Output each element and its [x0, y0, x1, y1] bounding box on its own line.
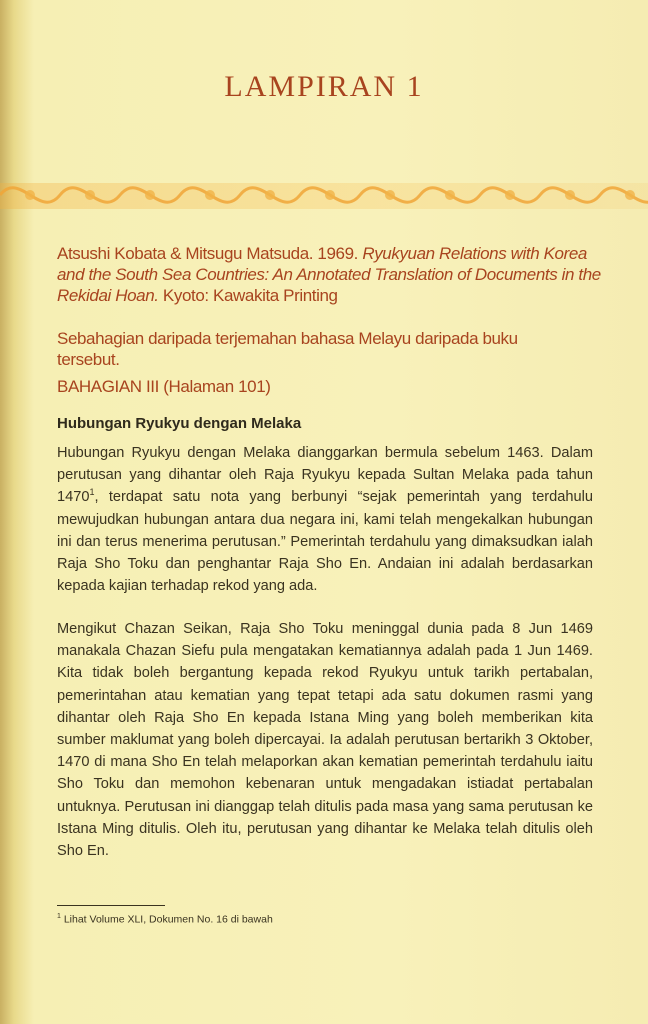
paragraph-1-text-a: Hubungan Ryukyu dengan Melaka dianggarkan bermula sebelum 1463. Dalam perutusan yang dihantar oleh Raja Ryukyu kepada Sultan Melaka pada tahun 1470 [57, 445, 593, 506]
footnote-mark: 1 [57, 913, 61, 920]
paragraph-2: Mengikut Chazan Seikan, Raja Sho Toku meninggal dunia pada 8 Jun 1469 manakala Chazan Siefu pula mengatakan kematiannya adalah pada 1 Jun 1469. Kita tidak boleh bergantung kepada rekod Ryukyu untuk tarikh pertabalan, pemerintahan atau kematian yang tepat tetapi ada satu dokumen rasmi yang dihantar oleh Raja Sho En kepada Istana Ming yang boleh memberikan kita sumber maklumat yang boleh dipercayai. Ia adalah perutusan bertarikh 3 Oktober, 1470 di mana Sho En telah melaporkan akan kematian pemerintah terdahulu iaitu Sho Toku dan memohon kebenaran untuk mengadakan istiadat pertabalan untuknya. Perutusan ini dianggap telah ditulis pada masa yang sama perutusan ke Istana Ming ditulis. Oleh itu, perutusan yang dihantar ke Melaka telah ditulis oleh Sho En. [57, 621, 593, 860]
footnote-text: Lihat Volume XLI, Dokumen No. 16 di bawah [63, 913, 273, 926]
section-heading: Hubungan Ryukyu dengan Melaka [57, 415, 302, 432]
paragraph-1 [57, 442, 593, 597]
part-label: BAHAGIAN III (Halaman 101) [57, 377, 271, 396]
footnote-divider [57, 905, 165, 906]
page-title: LAMPIRAN 1 [224, 70, 424, 103]
citation [57, 243, 617, 306]
decorative-border-ornament [0, 165, 648, 225]
subtitle: Sebahagian daripada terjemahan bahasa Melayu daripada buku tersebut. [57, 329, 518, 369]
citation-authors: Atsushi Kobata & Mitsugu Matsuda. 1969. [57, 244, 358, 263]
footnote [57, 913, 273, 926]
paragraph-1-text-b: , terdapat satu nota yang berbunyi “sejak pemerintah yang terdahulu mewujudkan hubungan antara dua negara ini, kami telah mengekalkan hubungan ini dan terus menerima perutusan.” Pemerintah terdahulu yang dimaksudkan ialah Raja Sho Toku dan penghantar Raja Sho En. Andaian ini adalah berdasarkan kepada kajian terhadap rekod yang ada. [57, 489, 593, 595]
citation-publisher: Kyoto: Kawakita Printing [162, 286, 338, 305]
footnote-reference: 1 [89, 487, 95, 498]
citation-book-title: Ryukyuan Relations with Korea and the South Sea Countries: An Annotated Translation of Documents in the Rekidai Hoan. [57, 244, 601, 305]
